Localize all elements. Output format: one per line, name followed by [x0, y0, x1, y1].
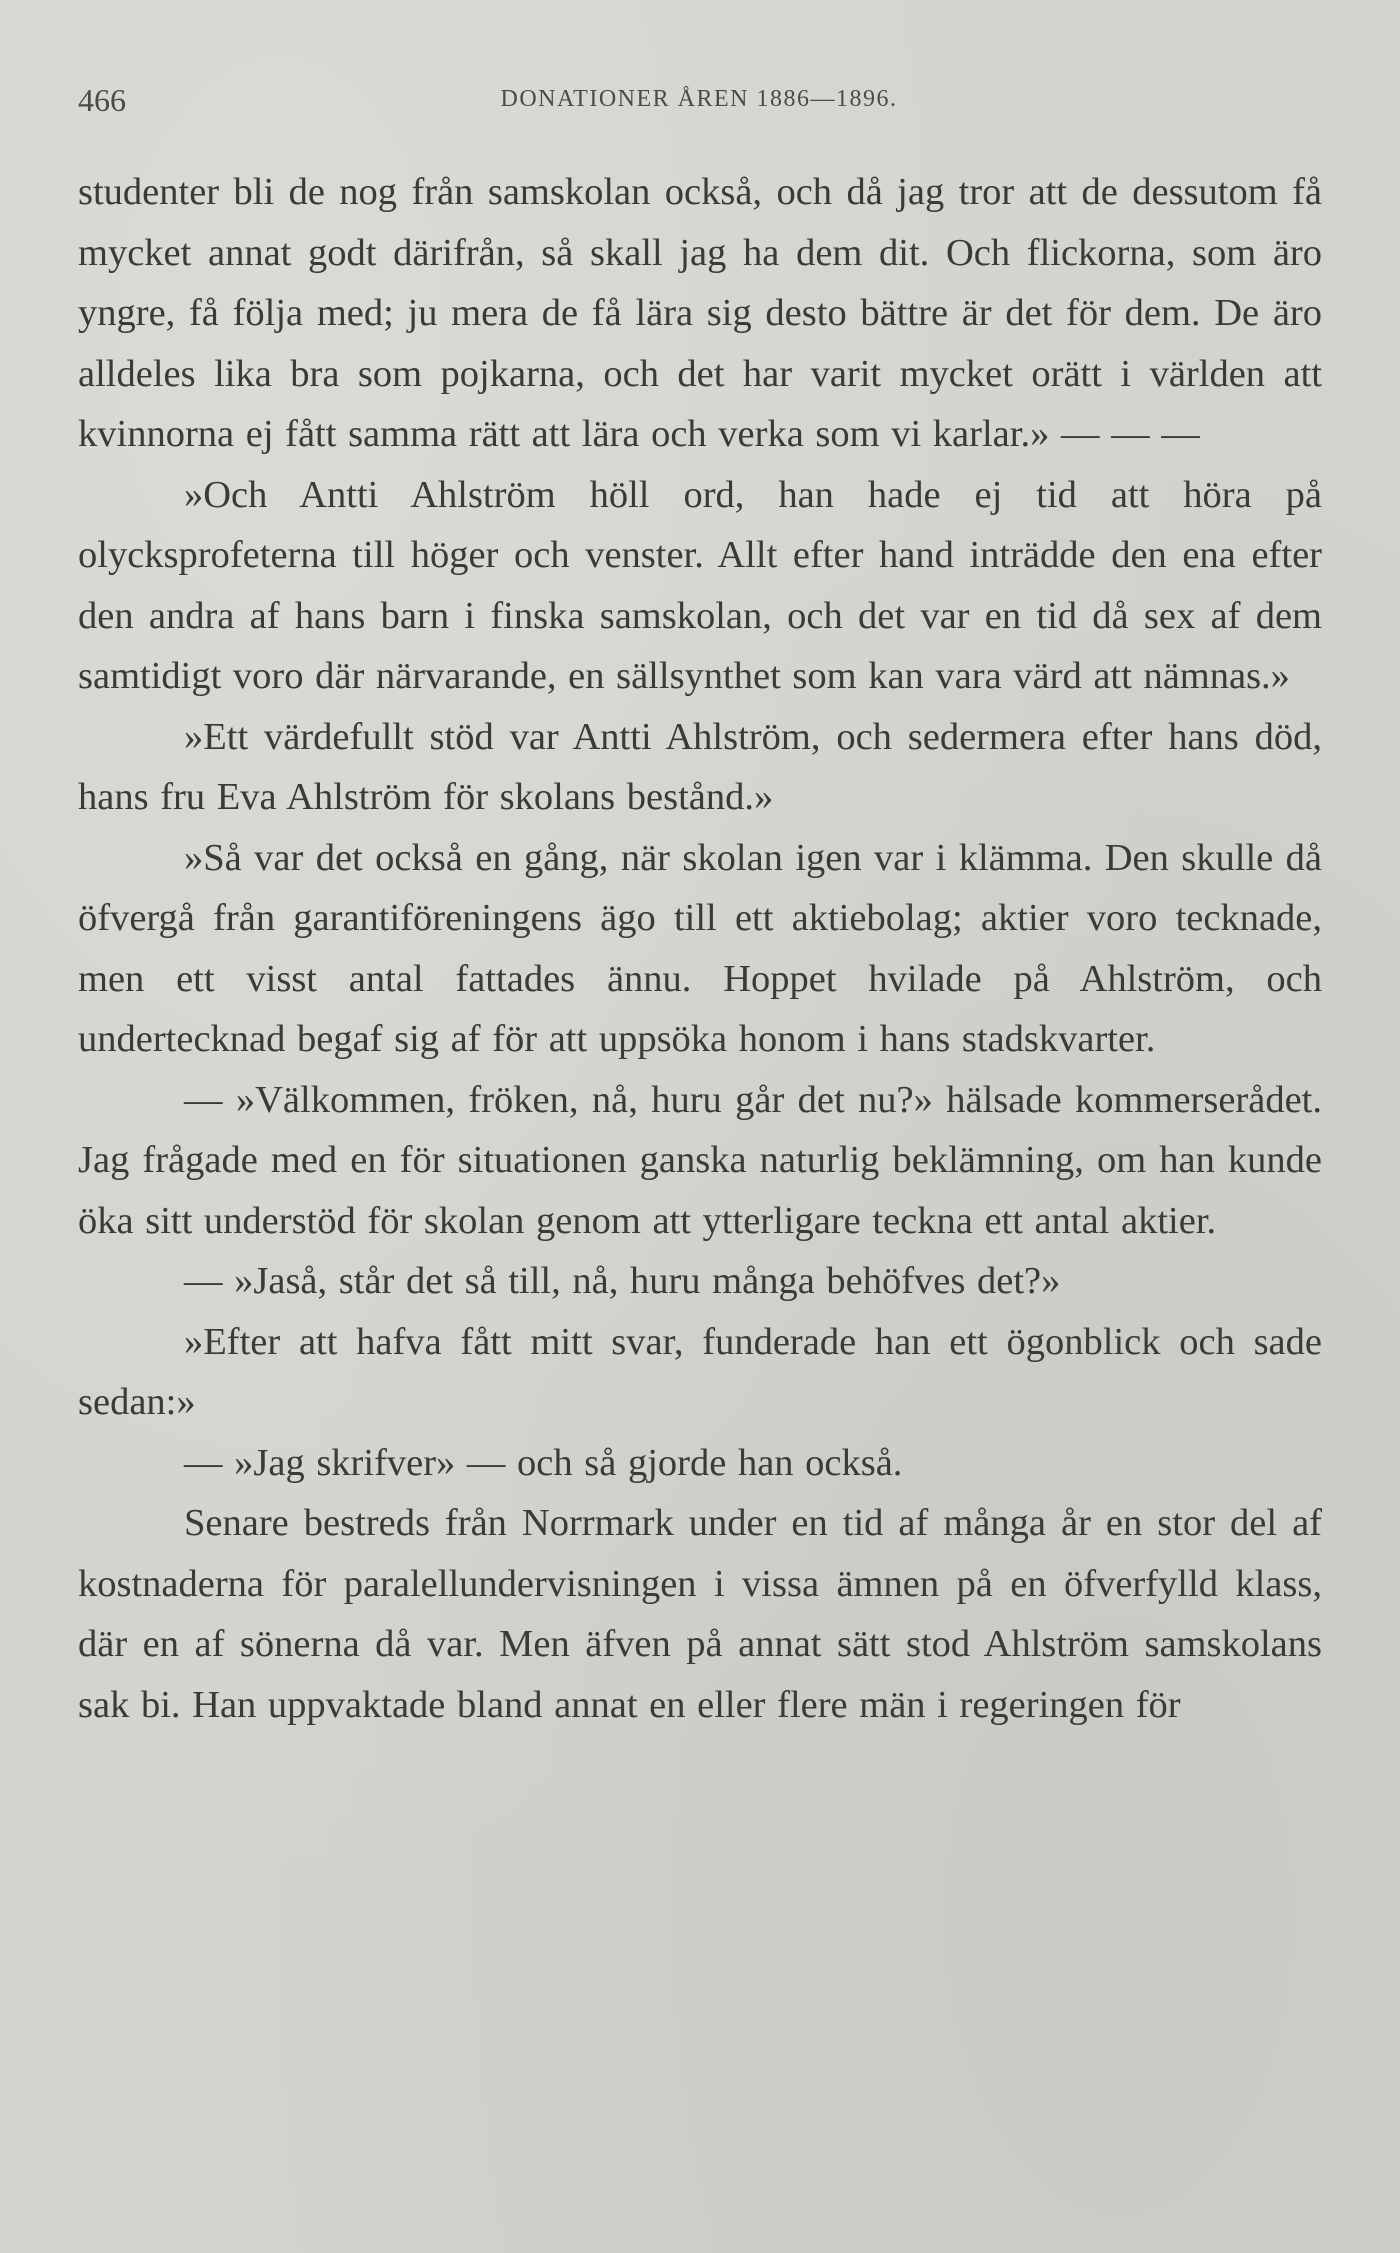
paragraph: studenter bli de nog från samskolan också, och då jag tror att de dessutom få mycket annat godt därifrån, så skall jag ha dem dit. Och flickorna, som äro yngre, få följa med; ju mera de få lära sig desto bättre är det för dem. De äro alldeles lika bra som pojkarna, och det har varit mycket orätt i världen att kvinnorna ej fått samma rätt att lära och verka som vi karlar.» — — —	[78, 171, 1322, 455]
running-head	[78, 82, 1320, 122]
paragraph: Senare bestreds från Norrmark under en tid af många år en stor del af kostnaderna för paralellundervisningen i vissa ämnen på en öfverfylld klass, där en af sönerna då var. Men äfven på annat sätt stod Ahlström samskolans sak bi. Han uppvaktade bland annat en eller flere män i regeringen för	[78, 1502, 1322, 1726]
paragraph: »Och Antti Ahlström höll ord, han hade ej tid att höra på olycksprofeterna till höger och venster. Allt efter hand inträdde den ena efter den andra af hans barn i finska samskolan, och det var en tid då sex af dem samtidigt voro där närvarande, en sällsynthet som kan vara värd att nämnas.»	[78, 473, 1322, 697]
body-text	[78, 162, 1322, 1735]
paragraph: »Ett värdefullt stöd var Antti Ahlström, och sedermera efter hans död, hans fru Eva Ahlström för skolans bestånd.»	[78, 715, 1322, 818]
page-number: 466	[78, 82, 126, 118]
paragraph: — »Jaså, står det så till, nå, huru många behöfves det?»	[184, 1260, 1061, 1302]
paragraph: »Efter att hafva fått mitt svar, funderade han ett ögonblick och sade sedan:»	[78, 1320, 1322, 1423]
running-title: DONATIONER ÅREN 1886—1896.	[500, 86, 898, 112]
paragraph: — »Jag skrifver» — och så gjorde han också.	[184, 1441, 903, 1484]
paragraph: — »Välkommen, fröken, nå, huru går det nu?» hälsade kommerserådet. Jag frågade med en för situationen ganska naturlig beklämning, om han kunde öka sitt understöd för skolan genom att ytterligare teckna ett antal aktier.	[78, 1078, 1322, 1242]
paragraph: »Så var det också en gång, när skolan igen var i klämma. Den skulle då öfvergå från garantiföreningens ägo till ett aktiebolag; aktier voro tecknade, men ett visst antal fattades ännu. Hoppet hvilade på Ahlström, och undertecknad begaf sig af för att uppsöka honom i hans stadskvarter.	[78, 836, 1322, 1060]
